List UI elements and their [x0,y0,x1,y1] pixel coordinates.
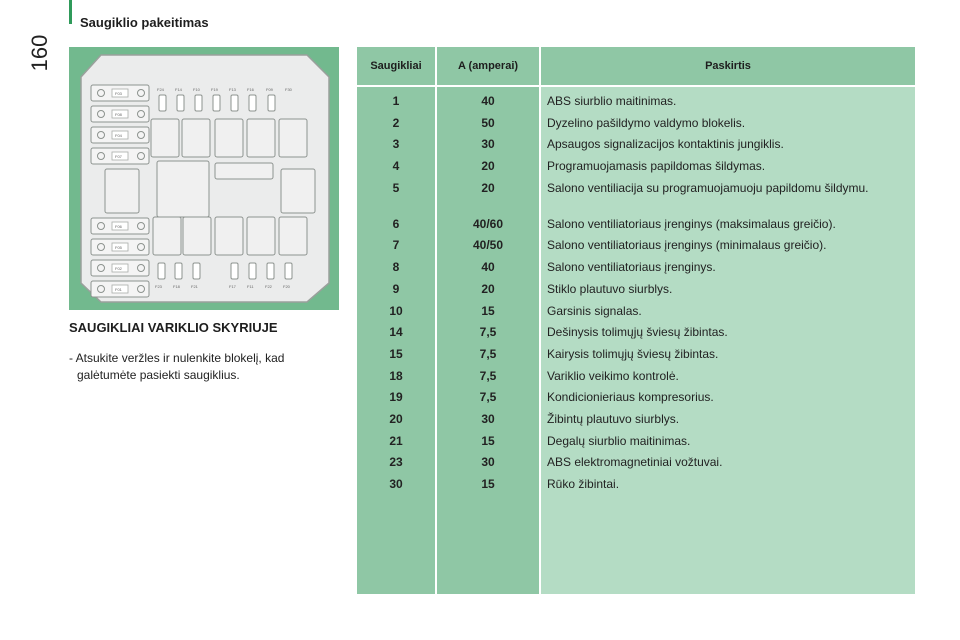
table-row [357,178,915,214]
fuse-label: F19 [211,87,218,92]
relay-block [215,217,243,255]
fuse-number: 10 [389,303,403,318]
fuse-purpose: Rūko žibintai. [547,477,620,491]
fuse-amps: 15 [481,303,495,318]
fuse-box-diagram [69,47,339,310]
fuse-purpose: ABS elektromagnetiniai vožtuvai. [547,455,723,470]
fuse-number: 30 [389,477,403,491]
fuse-label: F23 [155,284,162,289]
fuse-amps: 40 [481,94,495,108]
fuse-number: 3 [392,137,400,152]
mini-fuse [175,263,182,279]
table-row [357,474,915,496]
fuse-label: F09 [266,87,273,92]
fuse-label: F03 [115,91,122,96]
fuse-number: 5 [392,180,400,195]
mini-fuse [231,95,238,111]
mini-fuse [213,95,220,111]
table-row [357,387,915,409]
fuse-amps: 20 [481,159,495,174]
relay-block [247,217,275,255]
fuse-amps: 7,5 [479,390,497,405]
mini-fuse [193,263,200,279]
table-row [357,235,915,257]
fuse-amps: 40 [481,260,495,275]
table-row [357,409,915,431]
fuse-amps: 15 [481,433,495,448]
mini-fuse [159,95,166,111]
fuse-purpose: Salono ventiliatoriaus įrenginys. [547,260,716,275]
fuse-purpose: Stiklo plautuvo siurblys. [547,281,673,296]
fuse-number: 2 [392,115,400,130]
fuse-number: 1 [392,94,400,108]
fuse-label: F17 [229,284,236,289]
header-fuses: Saugikliai [357,47,435,85]
relay-block [215,119,243,157]
fuse-amps: 15 [481,477,495,491]
fuse-amps: 20 [481,180,495,195]
fuse-number: 20 [389,411,403,426]
fuse-label: F13 [229,87,236,92]
fuse-purpose: Variklio veikimo kontrolė. [547,368,679,383]
fuse-amps: 7,5 [479,346,497,361]
mini-fuse [249,95,256,111]
fuse-label: F11 [247,284,254,289]
instruction-line-2: galėtumėte pasiekti saugiklius. [77,368,240,382]
fuse-purpose: Salono ventiliatoriaus įrenginys (minimalaus greičio). [547,238,827,253]
relay-block [183,217,211,255]
fuse-purpose: Dešinysis tolimųjų šviesų žibintas. [547,325,728,340]
fuse-label: F24 [157,87,164,92]
fuse-number: 18 [389,368,403,383]
fuse-number: 6 [392,216,400,231]
header-amps: A (amperai) [437,47,539,85]
mini-fuse [267,263,274,279]
relay-block [247,119,275,157]
fuse-label: F04 [115,133,122,138]
fuse-purpose: Apsaugos signalizacijos kontaktinis jungiklis. [547,137,784,152]
fuse-label: F10 [193,87,200,92]
table-row [357,156,915,178]
fuse-amps: 30 [481,137,495,152]
instruction-paragraph [69,350,339,384]
fuse-number: 15 [389,346,403,361]
table-body [357,91,915,496]
fuse-number: 7 [392,238,400,253]
table-row [357,431,915,453]
relay-block [151,119,179,157]
mini-fuse [231,263,238,279]
relay-block [157,161,209,217]
fuse-purpose: Programuojamasis papildomas šildymas. [547,159,766,174]
fuse-amps: 7,5 [479,368,497,383]
table-row [357,113,915,135]
table-row [357,366,915,388]
relay-block [105,169,139,213]
table-row [357,91,915,113]
fuse-label: F30 [285,87,292,92]
section-heading: SAUGIKLIAI VARIKLIO SKYRIUJE [69,320,278,335]
relay-block [182,119,210,157]
fuse-amps: 20 [481,281,495,296]
fuse-number: 19 [389,390,403,405]
fuse-purpose: Kondicionieriaus kompresorius. [547,390,714,405]
fuse-purpose: Degalų siurblio maitinimas. [547,433,691,448]
instruction-line-1: - Atsukite veržles ir nulenkite blokelį, kad [69,351,285,365]
fuse-purpose: Dyzelino pašildymo valdymo blokelis. [547,115,746,130]
fuse-purpose: ABS siurblio maitinimas. [547,94,677,108]
fuse-label: F14 [175,87,182,92]
fuse-label: F01 [115,287,122,292]
fuse-label: F06 [115,224,122,229]
mini-fuse [195,95,202,111]
fuse-purpose: Kairysis tolimųjų šviesų žibintas. [547,346,719,361]
fuse-label: F05 [115,245,122,250]
table-row [357,322,915,344]
fuse-label: F22 [265,284,272,289]
fuse-number: 4 [392,159,400,174]
fuse-purpose: Garsinis signalas. [547,303,642,318]
table-row [357,257,915,279]
table-row [357,452,915,474]
fuse-number: 9 [392,281,400,296]
fuse-label: F08 [115,112,122,117]
fuse-amps: 30 [481,411,495,426]
table-row [357,134,915,156]
header-divider [357,85,915,87]
fuse-label: F20 [283,284,290,289]
fuse-number: 8 [392,260,400,275]
fuse-number: 21 [389,433,403,448]
fuse-purpose: Salono ventiliacija su programuojamuoju papildomu šildymu. [547,180,869,195]
fuse-number: 23 [389,455,403,470]
fuse-label: F21 [191,284,198,289]
fuse-label: F18 [173,284,180,289]
table-header [357,47,915,85]
fuse-amps: 40/60 [472,216,504,231]
relay-block [279,217,307,255]
relay-block [279,119,307,157]
fuse-label: F16 [247,87,254,92]
table-row [357,279,915,301]
fuse-purpose: Žibintų plautuvo siurblys. [547,411,680,426]
relay-block [153,217,181,255]
fuse-label: F07 [115,154,122,159]
table-row [357,344,915,366]
accent-bar [69,0,72,24]
fuse-number: 14 [389,325,403,340]
mini-fuse [158,263,165,279]
section-title: Saugiklio pakeitimas [80,15,209,30]
fuse-box-svg [69,47,339,310]
relay-block [281,169,315,213]
fuse-amps: 40/50 [472,238,504,253]
header-purpose: Paskirtis [541,47,915,85]
page-number: 160 [27,34,52,72]
fuse-purpose: Salono ventiliatoriaus įrenginys (maksimalaus greičio). [547,216,836,231]
table-row [357,214,915,236]
mini-fuse [249,263,256,279]
fuse-table [357,47,915,594]
fuse-amps: 30 [481,455,495,470]
table-row [357,301,915,323]
mini-fuse [177,95,184,111]
fuse-amps: 50 [481,115,495,130]
fuse-label: F02 [115,266,122,271]
mini-fuse [268,95,275,111]
relay-block [215,163,273,179]
mini-fuse [285,263,292,279]
fuse-amps: 7,5 [479,325,497,340]
